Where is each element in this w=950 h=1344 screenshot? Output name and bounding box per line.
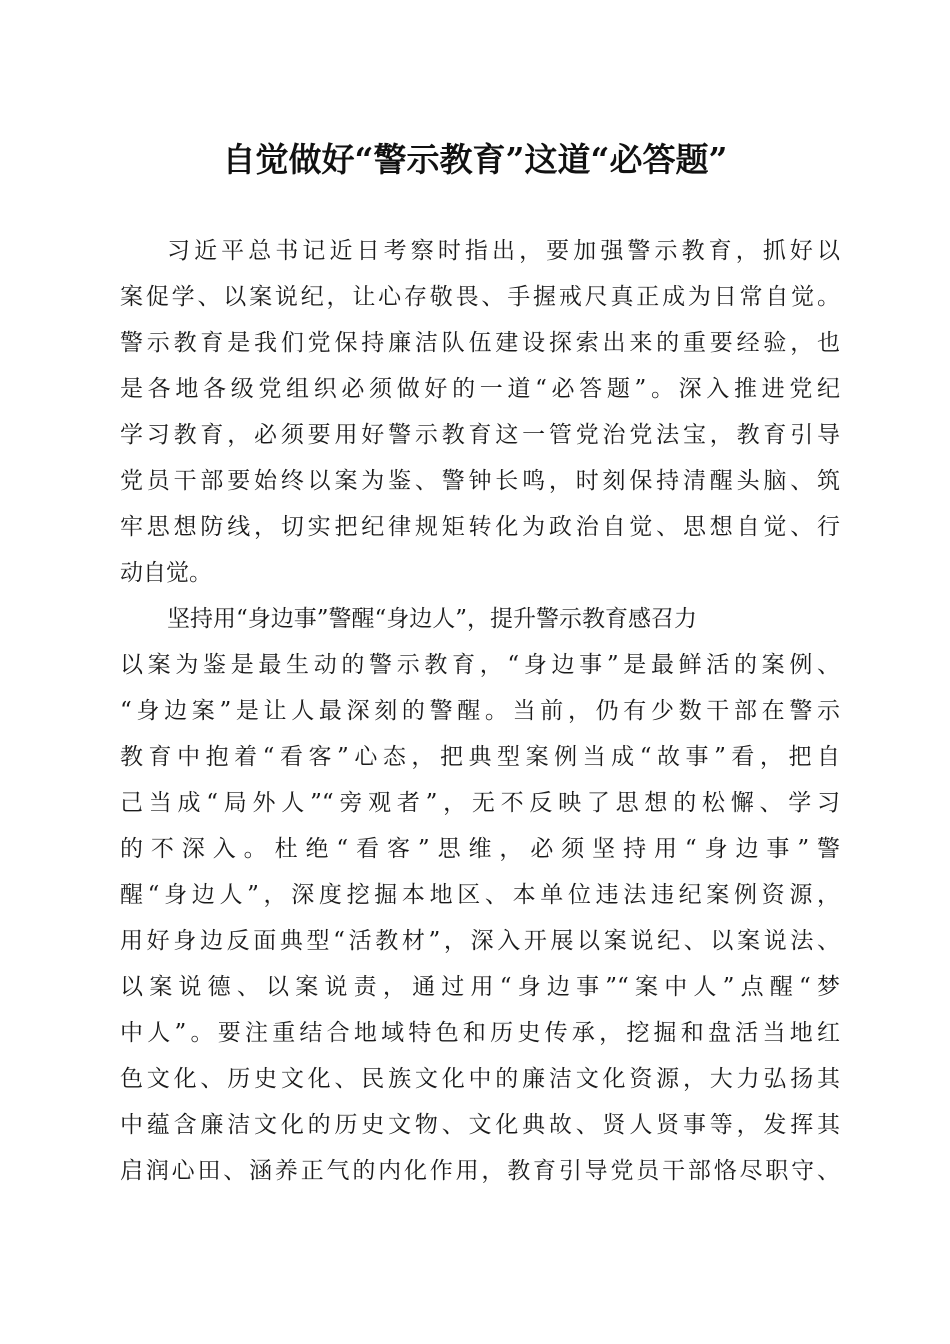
paragraph-line: 警示教育是我们党保持廉洁队伍建设探索出来的重要经验，也	[120, 330, 840, 356]
paragraph-line: 案促学、以案说纪，让心存敬畏、手握戒尺真正成为日常自觉。	[120, 284, 840, 310]
paragraph-line: 的不深入。杜绝“看客”思维，必须坚持用“身边事”警	[120, 836, 840, 862]
paragraph-line: 学习教育，必须要用好警示教育这一管党治党法宝，教育引导	[120, 422, 840, 448]
paragraph-line: 党员干部要始终以案为鉴、警钟长鸣，时刻保持清醒头脑、筑	[120, 468, 840, 494]
paragraph-line: 用好身边反面典型“活教材”，深入开展以案说纪、以案说法、	[120, 928, 840, 954]
paragraph-line: 以案为鉴是最生动的警示教育，“身边事”是最鲜活的案例、	[120, 652, 840, 678]
paragraph-line: 中人”。要注重结合地域特色和历史传承，挖掘和盘活当地红	[120, 1020, 840, 1046]
paragraph-line: 色文化、历史文化、民族文化中的廉洁文化资源，大力弘扬其	[120, 1066, 840, 1092]
paragraph-line: 醒“身边人”，深度挖掘本地区、本单位违法违纪案例资源，	[120, 882, 840, 908]
paragraph-line: 己当成“局外人”“旁观者”，无不反映了思想的松懈、学习	[120, 790, 840, 816]
paragraph-line: 中蕴含廉洁文化的历史文物、文化典故、贤人贤事等，发挥其	[120, 1112, 840, 1138]
paragraph-line: 以案说德、以案说责，通过用“身边事”“案中人”点醒“梦	[120, 974, 840, 1000]
paragraph-line: 教育中抱着“看客”心态，把典型案例当成“故事”看，把自	[120, 744, 840, 770]
section-heading: 坚持用“身边事”警醒“身边人”，提升警示教育感召力	[167, 606, 698, 632]
document-title: 自觉做好“警示教育”这道“必答题”	[222, 140, 728, 179]
paragraph-line: 牢思想防线，切实把纪律规矩转化为政治自觉、思想自觉、行	[120, 514, 840, 540]
paragraph-line: 启润心田、涵养正气的内化作用，教育引导党员干部恪尽职守、	[120, 1158, 840, 1184]
paragraph-line: 动自觉。	[120, 560, 212, 586]
paragraph-line: “身边案”是让人最深刻的警醒。当前，仍有少数干部在警示	[120, 698, 840, 724]
paragraph-line: 是各地各级党组织必须做好的一道“必答题”。深入推进党纪	[120, 376, 840, 402]
paragraph-line: 习近平总书记近日考察时指出，要加强警示教育，抓好以	[167, 238, 840, 264]
